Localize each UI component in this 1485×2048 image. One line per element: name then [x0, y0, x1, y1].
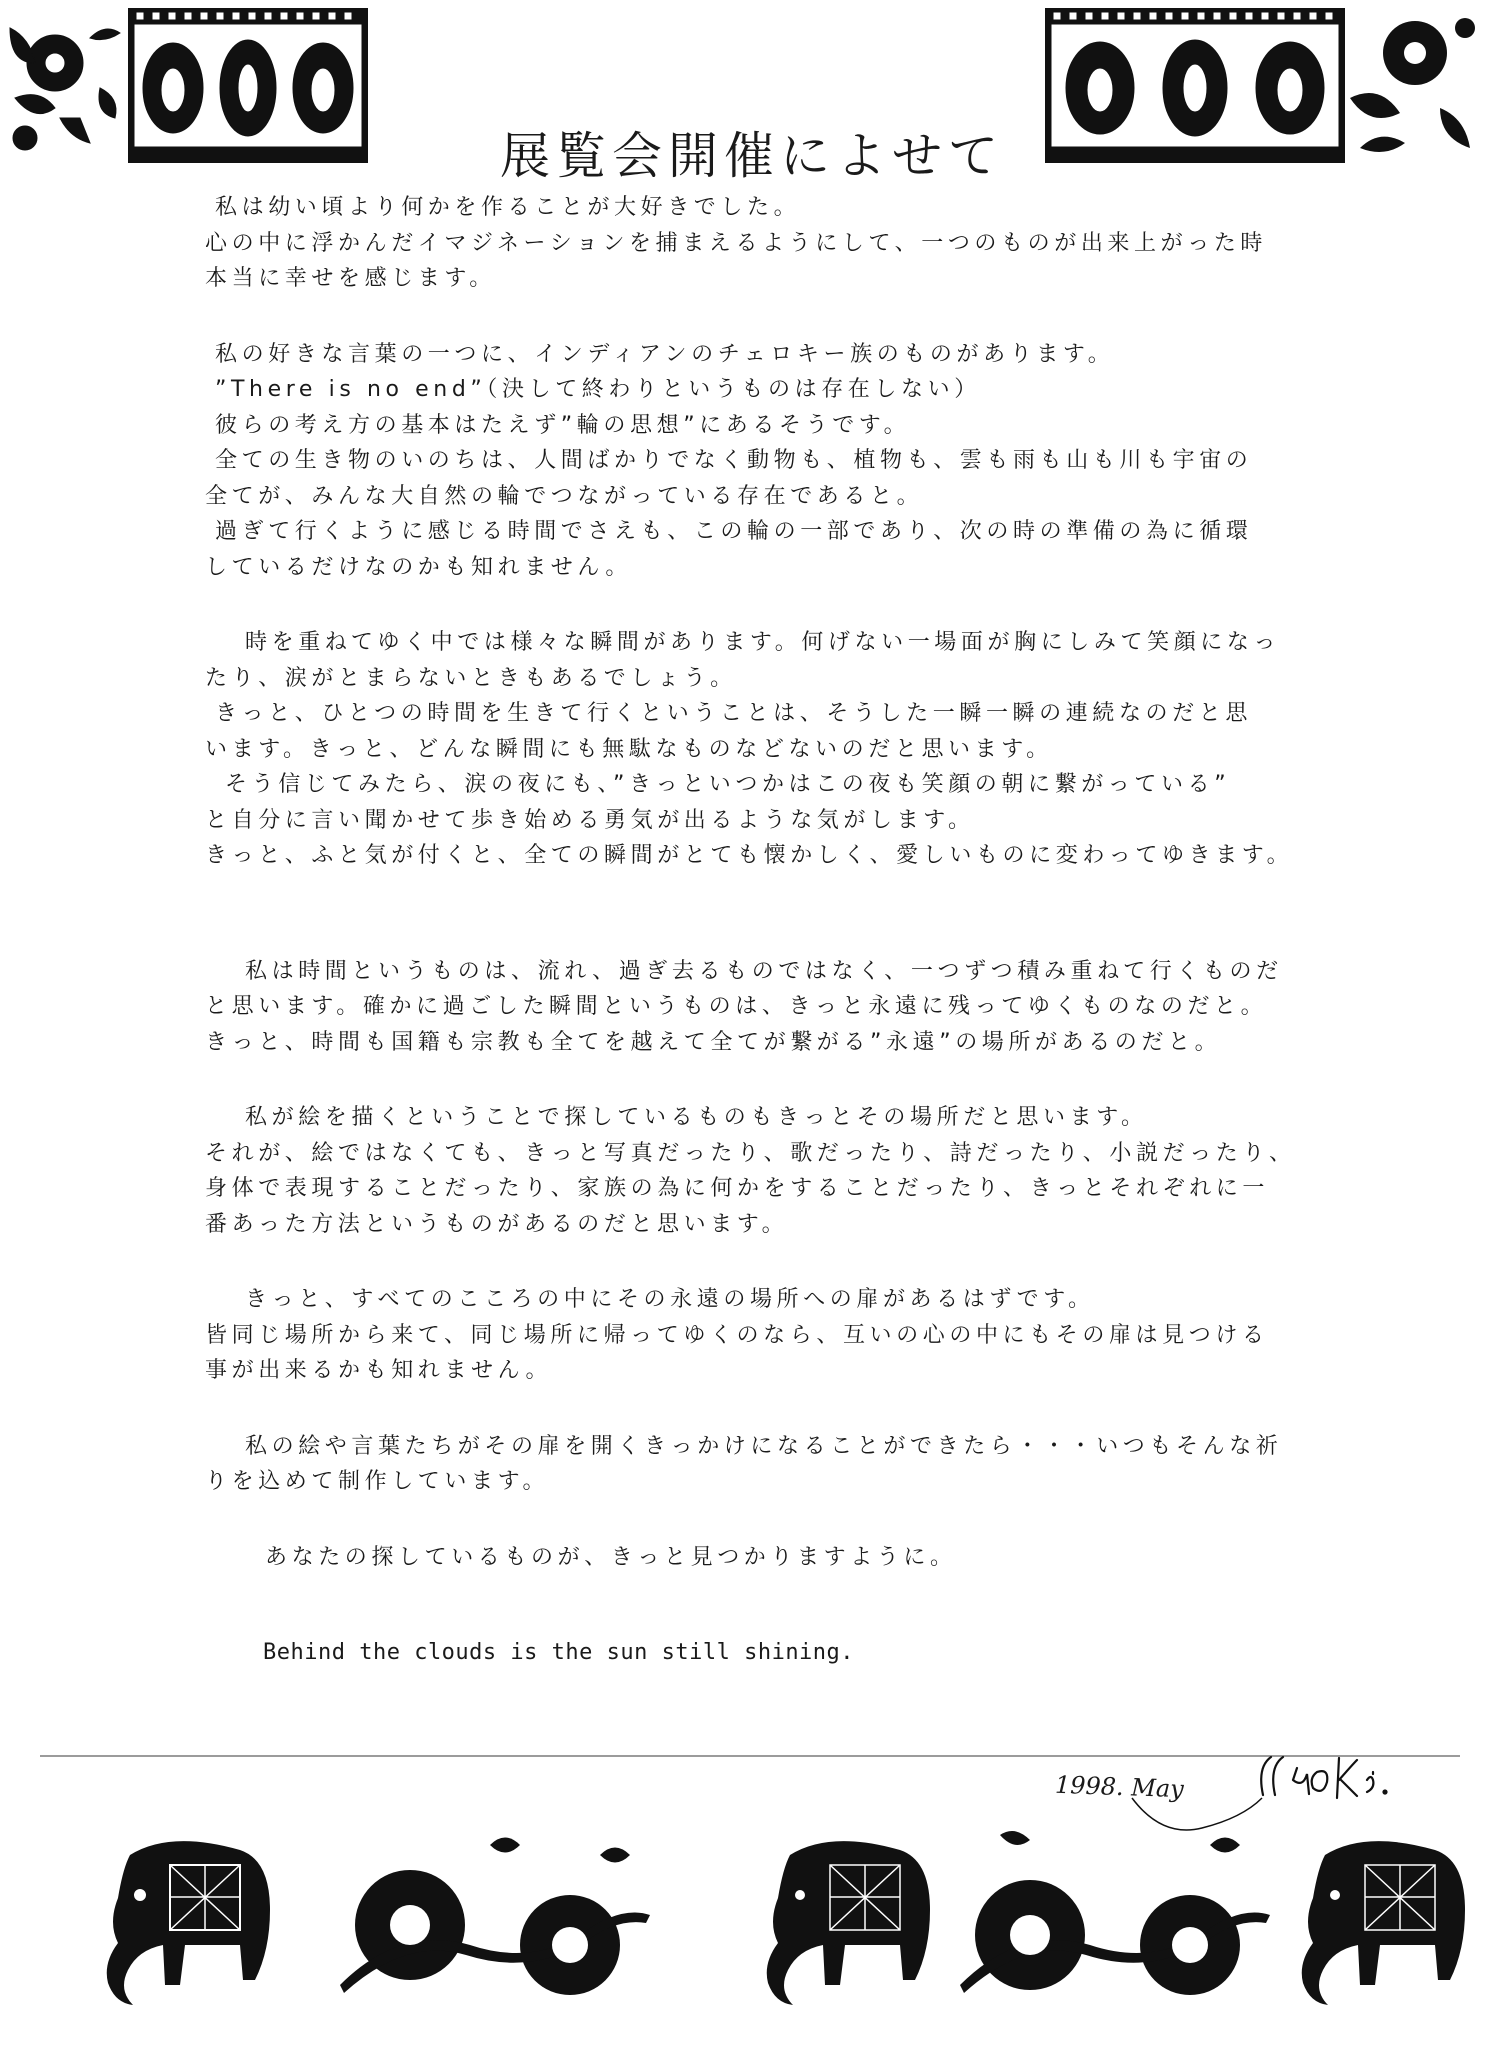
- text-line: と自分に言い聞かせて歩き始める勇気が出るような気がします。: [205, 807, 975, 833]
- paragraph-2: [205, 337, 1370, 586]
- elephant-ornament: [730, 1825, 960, 2035]
- text-line: 私は幼い頃より何かを作ることが大好きでした。: [215, 195, 801, 220]
- text-line: 番あった方法というものがあるのだと思います。: [205, 1211, 789, 1237]
- text-line: ”There is no end”（決して終わりというものは存在しない）: [215, 377, 981, 402]
- text-line: きっと、すべてのこころの中にその永遠の場所への扉があるはずです。: [245, 1287, 1095, 1312]
- paragraph-1: [205, 190, 1370, 297]
- text-line: 時を重ねてゆく中では様々な瞬間があります。何げない一場面が胸にしみて笑顔になっ: [245, 630, 1281, 655]
- text-line: 私が絵を描くということで探しているものもきっとその場所だと思います。: [245, 1105, 1148, 1130]
- elephant-ornament: [1280, 1825, 1480, 2035]
- text-line: 私の絵や言葉たちがその扉を開くきっかけになることができたら・・・いつもそんな祈: [245, 1433, 1283, 1459]
- english-quote: Behind the clouds is the sun still shining.: [263, 1640, 855, 1665]
- elephant-ornament: [85, 1825, 285, 2035]
- handwritten-signature: [1255, 1750, 1425, 1810]
- text-line: あなたの探しているものが、きっと見つかりますように。: [265, 1544, 957, 1570]
- text-line: そう信じてみたら、涙の夜にも、”きっといつかはこの夜も笑顔の朝に繋がっている”: [225, 772, 1231, 797]
- text-line: 心の中に浮かんだイマジネーションを捕まえるようにして、一つのものが出来上がった時: [205, 230, 1268, 256]
- text-line: きっと、ひとつの時間を生きて行くということは、そうした一瞬一瞬の連続なのだと思: [215, 701, 1252, 726]
- footer-divider: [40, 1755, 1460, 1757]
- letter-date: 1998. May: [1054, 1770, 1185, 1804]
- paragraph-7: [205, 1429, 1370, 1500]
- paragraph-4: [205, 954, 1370, 1061]
- paragraph-8: [205, 1540, 1370, 1576]
- floral-band-right: [1045, 8, 1345, 163]
- text-line: きっと、ふと気が付くと、全ての瞬間がとても懐かしく、愛しいものに変わってゆきます。: [205, 843, 1294, 868]
- floral-band-left: [128, 8, 368, 163]
- text-line: 全てが、みんな大自然の輪でつながっている存在であると。: [205, 483, 924, 509]
- text-line: りを込めて制作しています。: [205, 1469, 550, 1494]
- text-line: 皆同じ場所から来て、同じ場所に帰ってゆくのなら、互いの心の中にもその扉は見つける: [205, 1322, 1269, 1348]
- text-line: きっと、時間も国籍も宗教も全てを越えて全てが繋がる”永遠”の場所があるのだと。: [205, 1029, 1222, 1055]
- text-line: それが、絵ではなくても、きっと写真だったり、歌だったり、詩だったり、小説だったり、: [205, 1140, 1296, 1166]
- text-line: います。きっと、どんな瞬間にも無駄なものなどないのだと思います。: [205, 736, 1053, 762]
- text-line: 彼らの考え方の基本はたえず”輪の思想”にあるそうです。: [215, 412, 911, 438]
- text-line: しているだけなのかも知れません。: [205, 554, 632, 580]
- floral-vine-ornament: [340, 1825, 650, 2035]
- text-line: 身体で表現することだったり、家族の為に何かをすることだったり、きっとそれぞれに一: [205, 1176, 1270, 1201]
- paragraph-english-quote: [205, 1635, 1370, 1671]
- text-line: 事が出来るかも知れません。: [205, 1358, 553, 1383]
- text-line: 私は時間というものは、流れ、過ぎ去るものではなく、一つずつ積み重ねて行くものだ: [245, 958, 1283, 984]
- pomegranate-ornament-right: [1330, 8, 1485, 168]
- text-line: 本当に幸せを感じます。: [205, 266, 496, 291]
- text-line: 全ての生き物のいのちは、人間ばかりでなく動物も、植物も、雲も雨も山も川も宇宙の: [215, 448, 1253, 473]
- paragraph-5: [205, 1100, 1370, 1242]
- text-line: たり、涙がとまらないときもあるでしょう。: [205, 665, 737, 691]
- paragraph-6: [205, 1282, 1370, 1389]
- text-line: 私の好きな言葉の一つに、インディアンのチェロキー族のものがあります。: [215, 341, 1115, 367]
- page-title: 展覧会開催によせて: [500, 126, 1004, 185]
- floral-vine-ornament: [960, 1825, 1270, 2035]
- paragraph-3: [205, 625, 1370, 874]
- text-line: 過ぎて行くように感じる時間でさえも、この輪の一部であり、次の時の準備の為に循環: [215, 519, 1253, 544]
- letter-body: [205, 190, 1370, 1711]
- text-line: と思います。確かに過ごした瞬間というものは、きっと永遠に残ってゆくものなのだと。: [205, 994, 1268, 1019]
